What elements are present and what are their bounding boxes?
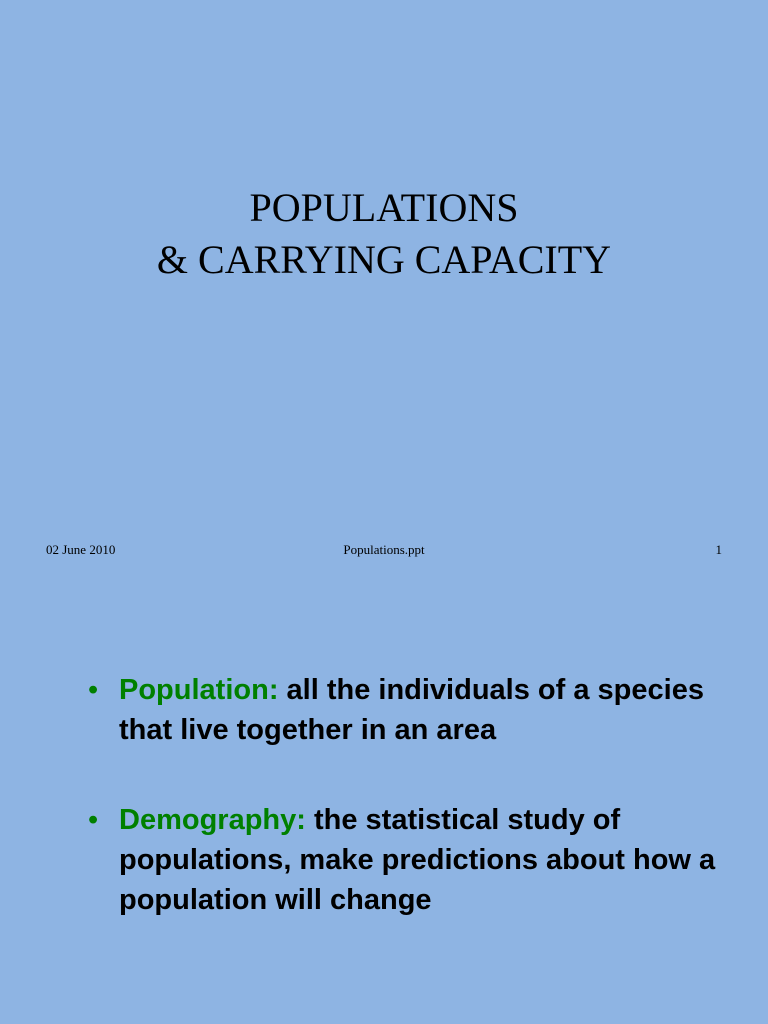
title-line-1: POPULATIONS [249, 185, 519, 230]
bullet-list [88, 670, 728, 970]
definition-demography: the statistical study of populations, make predictions about how a population will change [119, 804, 716, 916]
title-line-2: & CARRYING CAPACITY [156, 237, 612, 282]
slide-title [0, 182, 768, 286]
footer-filename: Populations.ppt [343, 542, 425, 557]
list-item [88, 800, 728, 920]
definition-population: all the individuals of a species that live together in an area [119, 674, 704, 746]
term-demography: Demography: [119, 804, 314, 836]
bullet-icon: • [88, 804, 99, 836]
list-item [88, 670, 728, 750]
term-population: Population: [119, 674, 287, 706]
footer-date: 02 June 2010 [46, 542, 116, 557]
footer-page-number: 1 [715, 542, 722, 557]
bullet-icon: • [88, 674, 99, 706]
